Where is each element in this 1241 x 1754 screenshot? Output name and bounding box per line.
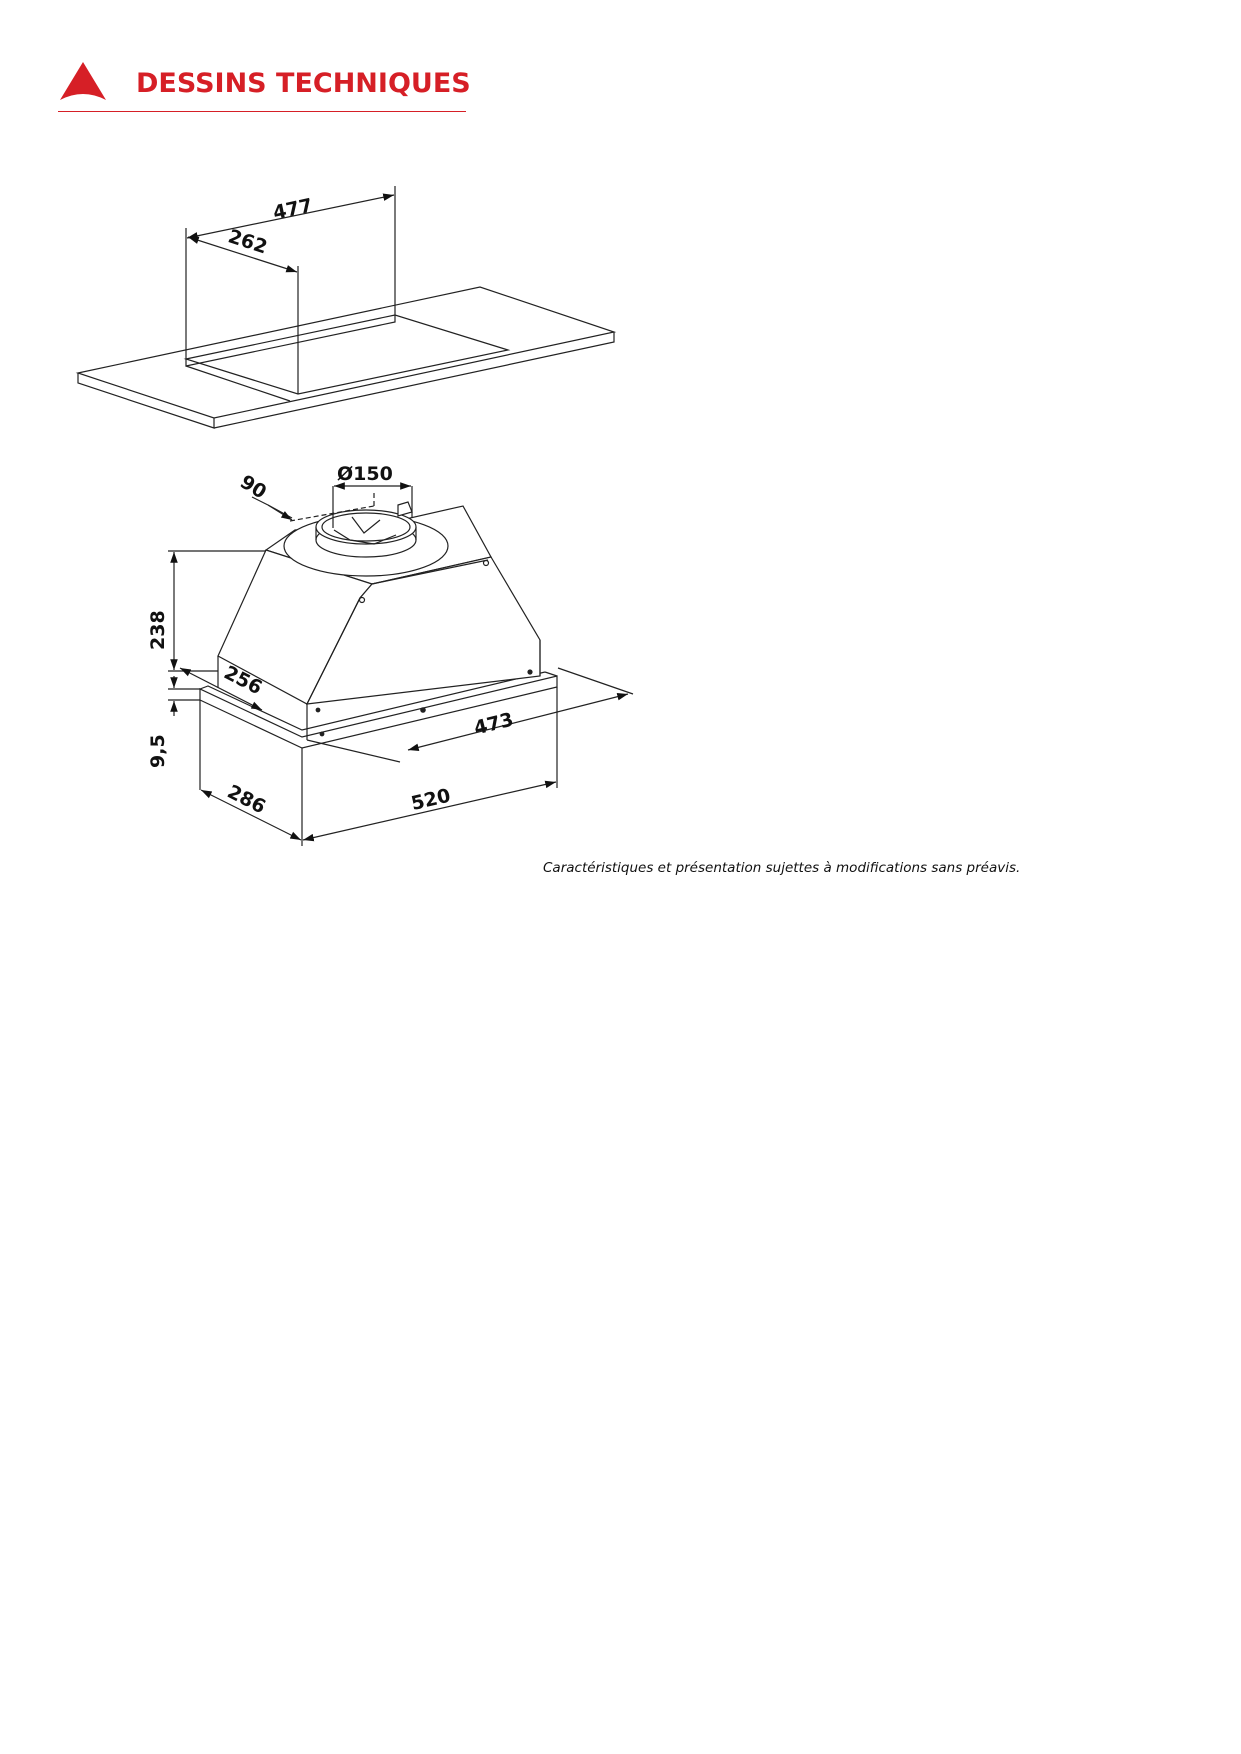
dim-flange-width: 520 xyxy=(409,784,453,815)
dim-flange-thickness: 9,5 xyxy=(147,734,169,768)
dim-body-height: 238 xyxy=(147,610,169,650)
dim-cutout-width: 262 xyxy=(225,225,270,259)
dim-cutout-depth: 477 xyxy=(271,194,315,225)
dim-flange-depth: 286 xyxy=(223,780,270,819)
countertop-cutout-drawing xyxy=(78,186,614,428)
dim-duct-offset: 90 xyxy=(236,470,271,504)
dim-body-depth: 256 xyxy=(220,661,266,700)
page-title: DESSINS TECHNIQUES xyxy=(136,68,471,99)
dim-body-width: 473 xyxy=(471,708,516,740)
dim-duct-diameter: Ø150 xyxy=(337,463,393,485)
disclaimer-note: Caractéristiques et présentation sujettes à modifications sans préavis. xyxy=(543,860,1021,876)
